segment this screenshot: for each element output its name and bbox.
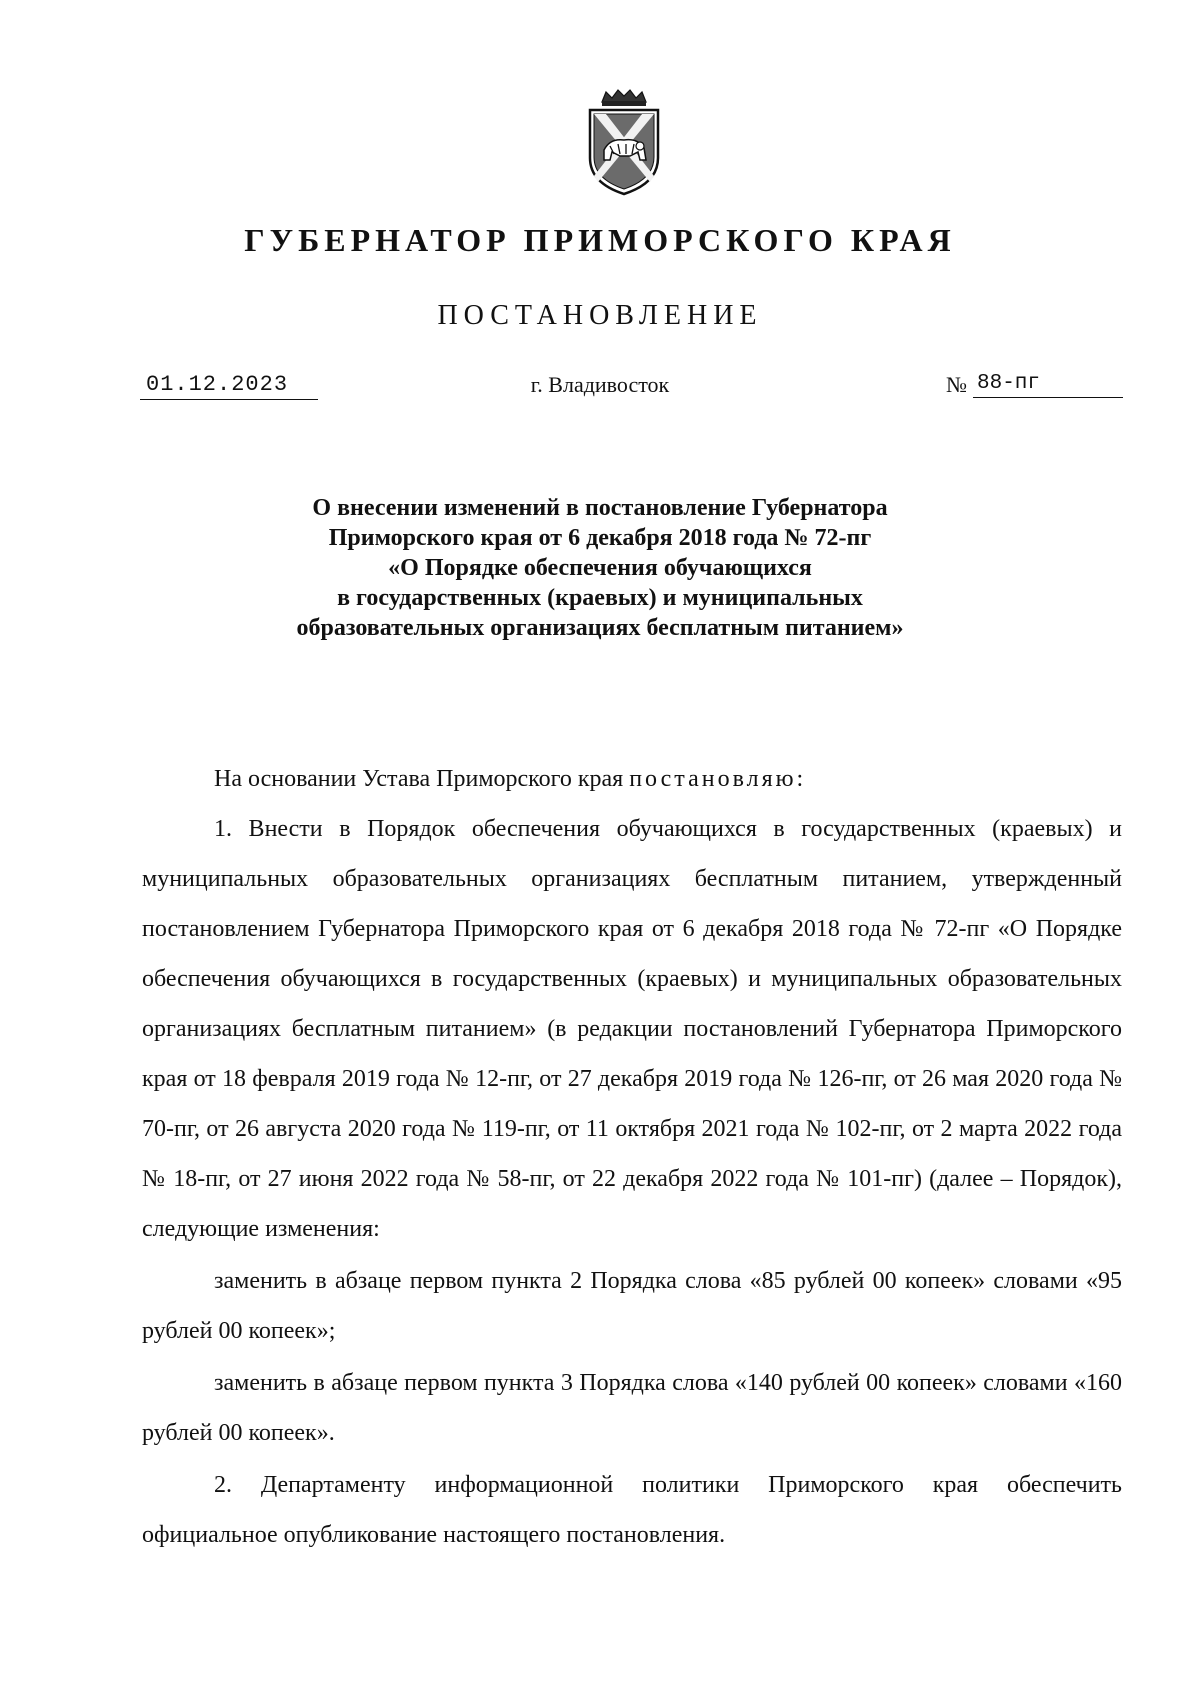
issuing-authority: ГУБЕРНАТОР ПРИМОРСКОГО КРАЯ xyxy=(244,222,956,258)
paragraph-1: 1. Внести в Порядок обеспечения обучающихся в государственных (краевых) и муниципальных образовательных организациях бесплатным питанием, утвержденный постановлением Губернатора Приморского края от 6 декабря 2018 года № 72-пг «О Порядке обеспечения обучающихся в государственных (краевых) и муниципальных образовательных организациях бесплатным питанием» (в редакции постановлений Губернатора Приморского края от 18 февраля 2019 года № 12-пг, от 27 декабря 2019 года № 126-пг, от 26 мая 2020 года № 70-пг, от 26 августа 2020 года № 119-пг, от 11 октября 2021 года № 102-пг, от 2 марта 2022 года № 18-пг, от 27 июня 2022 года № 58-пг, от 22 декабря 2022 года № 101-пг) (далее – Порядок), следующие изменения: xyxy=(142,816,1122,1242)
title-line: в государственных (краевых) и муниципальных xyxy=(337,585,863,611)
amendment-paragraph-1: заменить в абзаце первом пункта 2 Порядка слова «85 рублей 00 копеек» словами «95 рублей 00 копеек»; xyxy=(142,1268,1122,1344)
preamble-paragraph xyxy=(142,754,1122,804)
amendment-paragraph-2: заменить в абзаце первом пункта 3 Порядка слова «140 рублей 00 копеек» словами «160 рублей 00 копеек». xyxy=(142,1370,1122,1446)
primorsky-krai-coat-of-arms-icon xyxy=(580,88,668,198)
paragraph-2: 2. Департаменту информационной политики Приморского края обеспечить официальное опубликование настоящего постановления. xyxy=(142,1472,1122,1548)
title-line: Приморского края от 6 декабря 2018 года № 72-пг xyxy=(328,525,872,551)
document-type: ПОСТАНОВЛЕНИЕ xyxy=(437,300,763,331)
number-sign: № xyxy=(946,372,967,397)
title-line: О внесении изменений в постановление Губернатора xyxy=(312,495,888,521)
resolve-word: постановляю: xyxy=(629,766,807,792)
title-line: образовательных организациях бесплатным питанием» xyxy=(296,615,904,641)
document-city: г. Владивосток xyxy=(530,372,670,397)
preamble-text: На основании Устава Приморского края xyxy=(214,766,624,792)
document-title xyxy=(150,493,1050,643)
document-date: 01.12.2023 xyxy=(140,372,318,400)
document-body xyxy=(142,754,1122,1560)
title-line: «О Порядке обеспечения обучающихся xyxy=(388,555,812,581)
document-number-field xyxy=(946,372,1123,398)
document-number: 88-пг xyxy=(973,372,1123,398)
